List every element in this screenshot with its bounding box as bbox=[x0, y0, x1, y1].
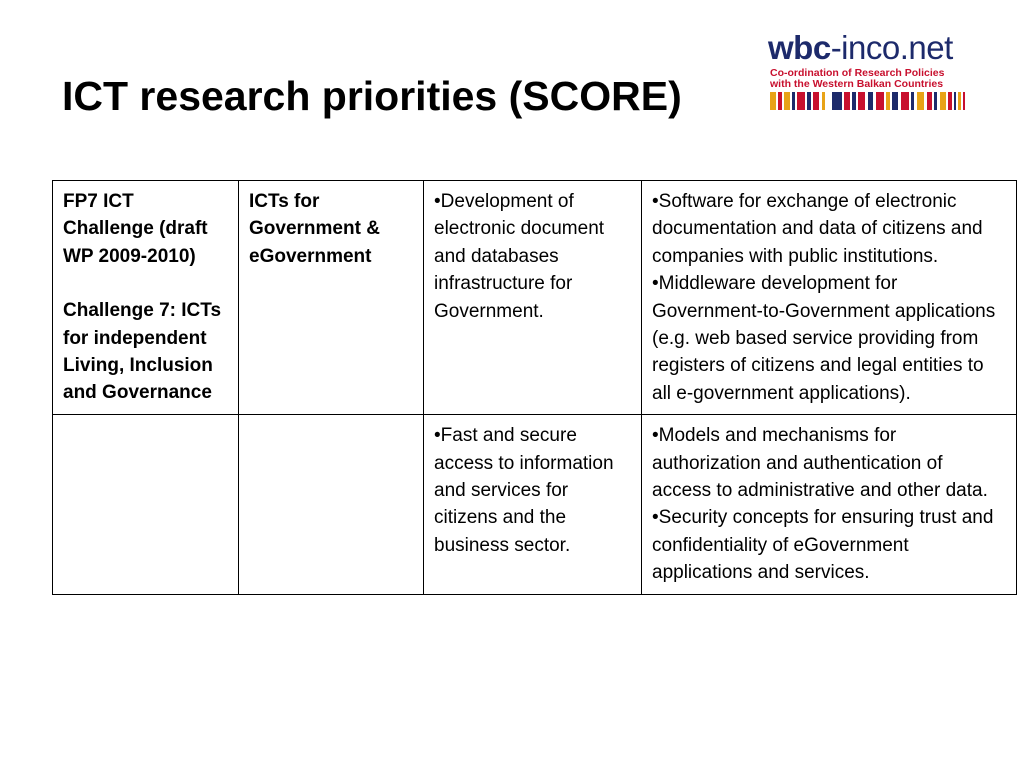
logo-wordmark-bold: wbc bbox=[768, 29, 831, 66]
challenge-fp7-text: FP7 ICT Challenge (draft WP 2009-2010) bbox=[63, 191, 208, 267]
challenge-cell bbox=[53, 181, 239, 415]
logo-flag-stripes bbox=[770, 92, 970, 110]
topic-item: •Models and mechanisms for authorization and authentication of access to administrative and other data. bbox=[652, 425, 988, 502]
challenge-cell-empty bbox=[53, 415, 239, 594]
priorities-table bbox=[52, 180, 1017, 595]
topic-item: •Software for exchange of electronic documentation and data of citizens and companies with public institutions. bbox=[652, 191, 983, 267]
wbc-inco-logo bbox=[768, 30, 974, 112]
priority-cell: •Development of electronic document and databases infrastructure for Government. bbox=[424, 181, 642, 415]
topics-cell bbox=[642, 181, 1017, 415]
table-row bbox=[53, 181, 1017, 415]
logo-wordmark-rest: -inco.net bbox=[830, 29, 953, 66]
table-row bbox=[53, 415, 1017, 594]
topic-item: •Middleware development for Government-to-Government applications (e.g. web based service providing from registers of citizens and legal entities to all e-government applications). bbox=[652, 273, 996, 404]
area-cell: ICTs for Government & eGovernment bbox=[239, 181, 424, 415]
logo-wordmark bbox=[768, 30, 953, 66]
priorities-table-wrap bbox=[52, 180, 1016, 595]
topics-cell bbox=[642, 415, 1017, 594]
topic-item: •Security concepts for ensuring trust and confidentiality of eGovernment applications and services. bbox=[652, 507, 994, 584]
slide-title: ICT research priorities (SCORE) bbox=[62, 73, 682, 119]
area-cell-empty bbox=[239, 415, 424, 594]
logo-tagline-line2: with the Western Balkan Countries bbox=[770, 78, 944, 90]
logo-tagline bbox=[770, 68, 944, 90]
logo-tagline-line1: Co-ordination of Research Policies bbox=[770, 67, 945, 79]
challenge-7-text: Challenge 7: ICTs for independent Living, Inclusion and Governance bbox=[63, 300, 222, 404]
priority-cell: •Fast and secure access to information and services for citizens and the business sector. bbox=[424, 415, 642, 594]
